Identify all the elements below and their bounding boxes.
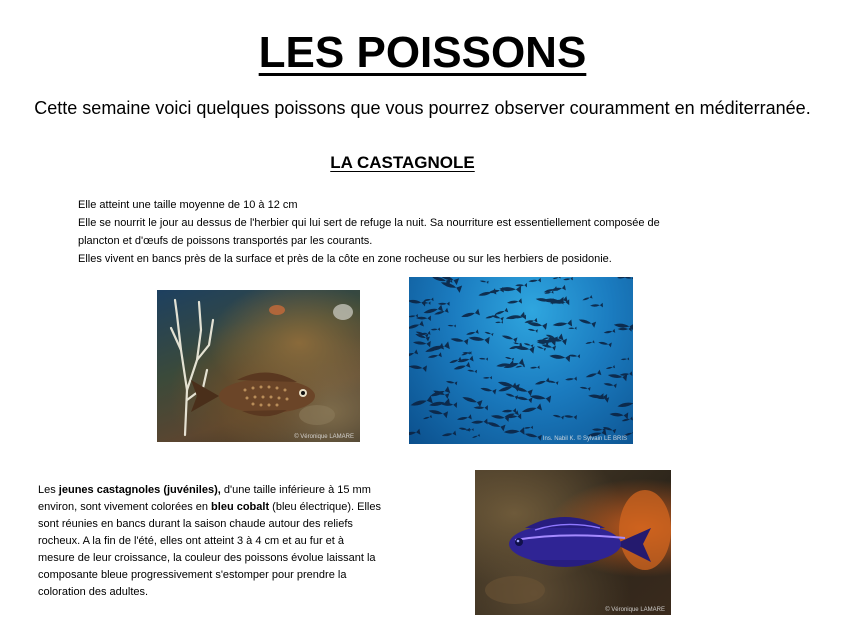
school-fish <box>409 363 427 372</box>
school-fish <box>568 327 576 330</box>
juvenile-line: coloration des adultes. <box>38 586 149 598</box>
school-fish <box>582 295 593 302</box>
color-term: bleu cobalt <box>211 501 270 513</box>
school-fish <box>467 368 477 373</box>
school-fish <box>484 330 494 336</box>
school-fish <box>472 434 481 439</box>
school-fish <box>491 313 504 321</box>
school-fish <box>473 405 487 410</box>
school-fish <box>609 411 628 420</box>
school-fish <box>585 370 602 380</box>
school-fish <box>490 413 509 422</box>
school-fish <box>409 321 424 332</box>
school-fish <box>468 334 490 344</box>
page-title: LES POISSONS <box>258 28 587 77</box>
intro-text: Cette semaine voici quelques poissons que vous pourrez observer couramment en méditerranée. <box>34 98 811 118</box>
school-fish <box>447 324 455 328</box>
school-fish <box>606 365 616 370</box>
school-fish <box>513 343 534 354</box>
school-fish <box>513 341 521 345</box>
school-fish <box>460 309 480 320</box>
school-fish <box>441 431 456 439</box>
school-fish <box>528 278 541 284</box>
juvenile-line: sont réunies en bancs durant la saison chaude autour des reliefs <box>38 518 353 530</box>
school-fish <box>479 357 488 361</box>
juvenile-line: rocheux. A la fin de l'été, elles ont atteint 3 à 4 cm et au fur et à <box>38 535 345 547</box>
school-fish <box>431 327 440 331</box>
juvenile-fish-illustration <box>475 470 671 615</box>
school-fish <box>569 353 580 358</box>
school-fish <box>478 288 497 298</box>
school-fish <box>524 431 542 441</box>
description-paragraph <box>78 196 778 268</box>
school-fish <box>505 356 514 362</box>
school-fish <box>530 365 540 369</box>
school-fish <box>457 414 472 422</box>
school-fish <box>409 429 420 438</box>
description-line: Elle atteint une taille moyenne de 10 à 12 cm <box>78 199 298 211</box>
school-fish <box>453 362 471 372</box>
school-fish <box>563 277 573 282</box>
school-fish <box>504 427 525 436</box>
school-fish <box>486 419 506 431</box>
school-fish <box>502 408 516 414</box>
school-fish <box>409 297 426 306</box>
photo-credit: Ins. Nabil K. © Sylvain LE BRIS <box>542 436 627 442</box>
photo-credit: © Véronique LAMARE <box>294 434 354 440</box>
school-fish <box>423 305 443 317</box>
photo-juvenile-castagnole <box>475 470 671 615</box>
school-fish <box>409 395 432 409</box>
description-line: plancton et d'œufs de poissons transportés par les courants. <box>78 235 373 247</box>
school-fish <box>603 329 615 335</box>
school-fish <box>421 301 430 305</box>
photo-school-castagnoles <box>409 277 633 444</box>
school-fish <box>529 392 551 403</box>
school-fish <box>450 336 468 345</box>
juvenile-term: jeunes castagnoles (juvéniles), <box>58 484 221 496</box>
school-fish <box>579 385 590 391</box>
school-fish <box>543 333 564 346</box>
school-fish <box>607 372 627 382</box>
school-fish <box>416 315 431 321</box>
adult-fish-illustration <box>157 290 360 442</box>
school-fish <box>424 343 444 355</box>
school-fish <box>617 399 633 411</box>
photo-adult-castagnole <box>157 290 360 442</box>
juvenile-line: composante bleue progressivement s'estomper pour prendre la <box>38 569 347 581</box>
school-fish <box>523 342 533 348</box>
school-fish <box>521 403 542 415</box>
juvenile-line: environ, sont vivement colorées en bleu cobalt (bleu électrique). Elles <box>38 501 381 513</box>
school-fish <box>590 303 603 308</box>
juvenile-line: mesure de leur croissance, la couleur des poissons évolue laissant la <box>38 552 376 564</box>
school-fish <box>501 333 518 343</box>
school-fish <box>552 413 564 420</box>
school-fish <box>438 302 450 306</box>
school-fish <box>515 283 527 287</box>
juvenile-line: Les jeunes castagnoles (juvéniles), d'une taille inférieure à 15 mm <box>38 484 371 496</box>
school-fish <box>423 415 433 421</box>
school-fish <box>505 392 518 400</box>
fish-school-illustration <box>409 277 633 444</box>
school-fish <box>621 357 630 361</box>
school-fish <box>427 352 442 360</box>
school-fish <box>598 340 612 347</box>
school-fish <box>589 393 607 401</box>
school-fish <box>480 385 497 394</box>
school-fish <box>585 340 595 345</box>
photo-credit: © Véronique LAMARE <box>605 607 665 613</box>
section-title: LA CASTAGNOLE <box>330 153 475 172</box>
school-fish <box>603 381 617 388</box>
description-line: Elles vivent en bancs près de la surface et près de la côte en zone rocheuse ou sur les herbiers de posidonie. <box>78 253 612 265</box>
juvenile-paragraph <box>38 482 443 601</box>
school-fish <box>534 378 550 387</box>
school-fish <box>461 394 482 407</box>
school-fish <box>483 376 492 380</box>
school-fish <box>466 329 479 336</box>
school-fish <box>552 277 561 280</box>
school-fish <box>527 327 538 333</box>
school-fish <box>458 426 470 432</box>
school-fish <box>446 379 458 385</box>
school-fish <box>552 319 572 328</box>
school-fish <box>524 426 533 430</box>
school-fish <box>507 298 522 305</box>
school-fish <box>565 376 577 381</box>
school-fish <box>549 352 571 362</box>
school-fish <box>505 312 525 322</box>
school-fish <box>625 277 633 280</box>
school-fish <box>564 414 577 420</box>
school-fish <box>578 317 596 328</box>
school-fish <box>480 279 489 284</box>
school-fish <box>471 418 488 425</box>
school-fish <box>495 321 503 324</box>
school-fish <box>409 349 418 359</box>
description-line: Elle se nourrit le jour au dessus de l'herbier qui lui sert de refuge la nuit. Sa nourriture est essentiellement composée de <box>78 217 660 229</box>
